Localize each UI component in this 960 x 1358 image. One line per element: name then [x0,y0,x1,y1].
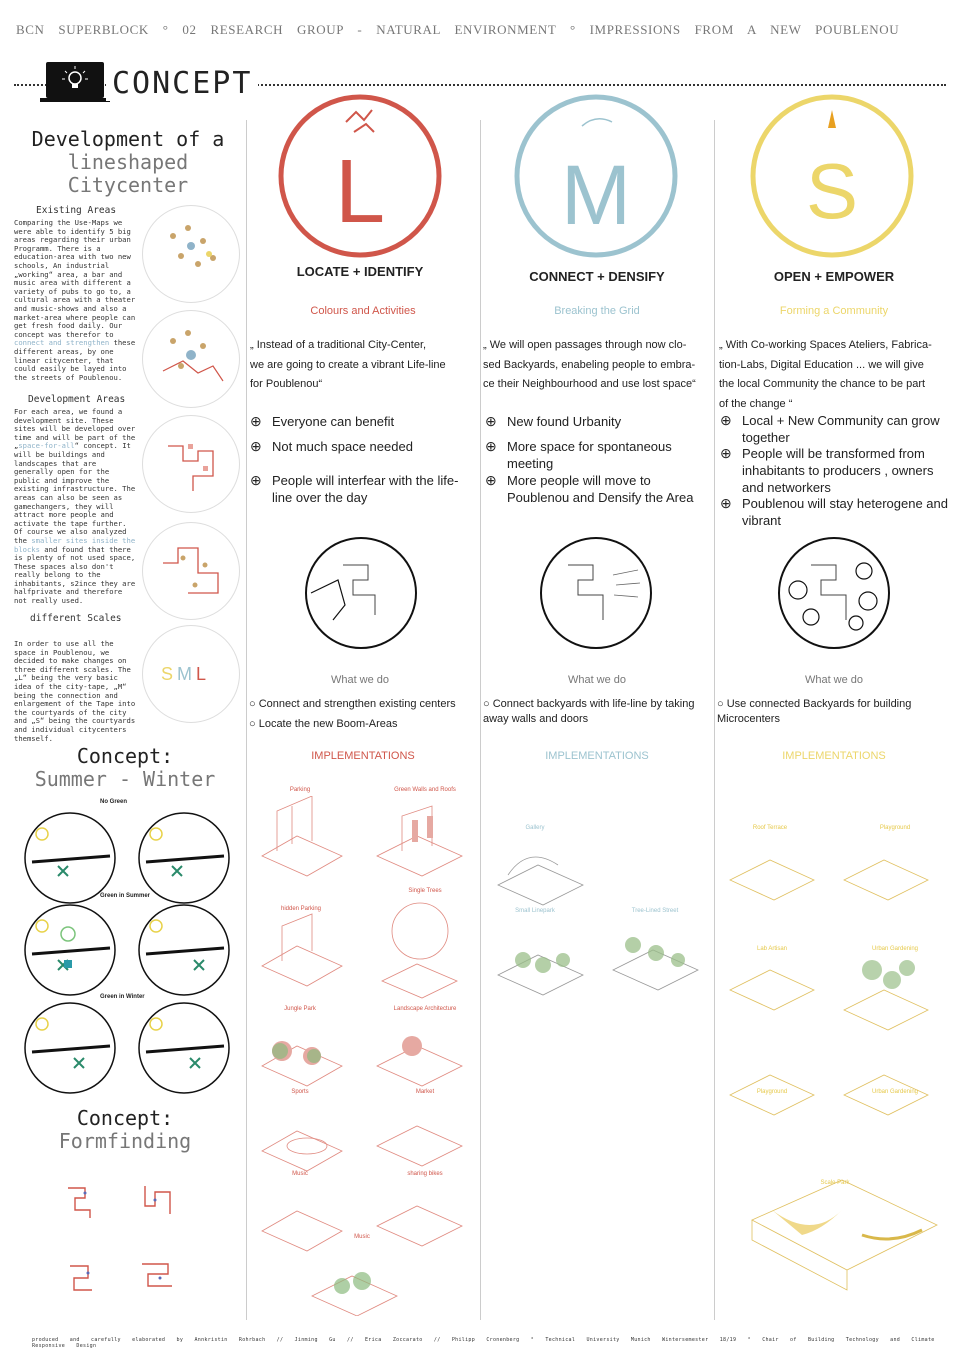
existing-areas-text [14,219,138,382]
sw-label: Green in Winter [100,994,145,1000]
column-quote [250,336,478,395]
title-line: Concept: [76,1106,174,1130]
scales-heading: different Scales [30,613,122,624]
plus-icon: ⊕ [485,413,497,429]
existing-areas-heading: Existing Areas [36,205,117,216]
action-item: ○ Locate the new Boom-Areas [249,718,398,730]
left-title-line: Development of a [31,127,225,151]
impl-label: Roof Terrace [752,825,788,831]
emblem-letter: S [805,147,859,235]
implementations-label: IMPLEMENTATIONS [311,750,415,762]
quote-line: „ Instead of a traditional City-Center, [250,339,427,351]
left-title-line: lineshaped [67,150,189,174]
column-subtitle: Breaking the Grid [554,305,640,317]
impl-label: Single Trees [408,888,442,894]
impl-label: Sports [291,1089,309,1095]
letter-s-emblem [748,92,916,260]
summer-winter-diagrams [14,800,239,1100]
action-text: Locate the new Boom-Areas [258,718,398,730]
plus-icon: ⊕ [250,438,262,454]
action-text: Use connected Backyards for building Microcenters [717,698,912,725]
impl-label: Small Linepark [515,908,555,914]
emblem-letter: L [334,142,386,242]
benefit-bullet [250,472,475,506]
impl-label: hidden Parking [280,906,322,912]
plus-icon: ⊕ [485,472,497,488]
impl-label: Parking [289,787,311,793]
letter-l-emblem [276,92,444,260]
quote-line: „ With Co-working Spaces Ateliers, Fabrica- [719,339,932,351]
what-we-do-label: What we do [330,674,390,686]
action-item: ○ Connect backyards with life-line by taking away walls and doors [483,698,695,725]
scale-s-label: S [161,664,178,684]
column-divider [714,120,715,1320]
bullet-text: Not much space needed [272,439,413,454]
plus-icon: ⊕ [250,472,262,488]
benefit-bullet [720,495,948,529]
map-thumbnail [142,205,240,303]
impl-label: Green Walls and Roofs [394,787,456,793]
paragraph-text: “ concept. It will be buildings and landscapes that are generally open for the public and improve the existing infrastructure. The areas can also be seen as gamechangers, they will attract more people and activate the tape further. Of course we also analyzed the [14,441,136,545]
paragraph-text: For each area, we found a development site. These sites will be developed over time and will be part of the „ [14,407,136,451]
impl-label: Lab Artisan [756,946,788,952]
quote-line: tion-Labs, Digital Education ... we will give [719,358,924,371]
emblem-letter: M [561,148,631,242]
plus-icon: ⊕ [720,445,732,461]
what-we-do-label: What we do [804,674,864,686]
letter-m-emblem [512,92,680,260]
impl-label: sharing bikes [407,1171,443,1177]
sml-thumbnail [142,625,240,723]
map-thumbnail [142,310,240,408]
paragraph-text: Our concept was therefor to [14,321,123,339]
left-title-line: Citycenter [67,173,189,197]
paragraph-text: Comparing the Use-Maps we were able to identify 5 big areas regarding their urban Programm. There is a education-area with two new schools, An industrial „working“ area, a bar and music area with different a variety of pubs to go to, a cultural area with a theater and music-shows and also a market-area where people can get fresh food daily. [14,218,136,331]
development-areas-text [14,408,138,606]
implementation-drawings-l [252,796,477,1316]
poster-header: BCN SUPERBLOCK ° 02 RESEARCH GROUP - NATURAL ENVIRONMENT ° IMPRESSIONS FROM A NEW POUBLENOU [16,22,900,37]
title-line: Summer - Winter [34,767,216,791]
column-quote [483,336,711,395]
bullet-text: Everyone can benefit [272,414,395,429]
plus-icon: ⊕ [250,413,262,429]
column-illustration [303,535,419,651]
implementation-drawings-m [488,835,713,1005]
quote-line: sed Backyards, enabeling people to embra- [483,358,696,371]
column-illustration [538,535,654,651]
impl-label: Music [292,1171,308,1177]
impl-label: Jungle Park [284,1006,316,1012]
column-subtitle: Forming a Community [779,305,889,317]
benefit-bullet [250,438,475,455]
formfinding-title [20,1107,230,1153]
title-line: Formfinding [58,1129,192,1153]
map-thumbnail [142,415,240,513]
development-areas-heading: Development Areas [28,394,126,405]
implementations-label: IMPLEMENTATIONS [545,750,649,762]
concept-title: CONCEPT [106,66,258,101]
quote-line: of the change “ [719,397,793,410]
column-quote [719,336,947,414]
column-heading: LOCATE + IDENTIFY [296,264,424,279]
benefit-bullet [485,472,710,506]
plus-icon: ⊕ [720,495,732,511]
quote-line: ce their Neighbourhood and use lost space“ [483,378,696,390]
bullet-text: Local + New Community can grow together [742,413,940,445]
quote-line: „ We will open passages through now clo- [483,339,687,351]
scale-l-label: L [196,664,211,684]
impl-label: Tree-Lined Street [631,908,679,914]
benefit-bullet [250,413,475,430]
impl-label: Music [354,1234,370,1240]
summer-winter-title [20,745,230,791]
benefit-bullet [720,412,948,446]
action-item: ○ Use connected Backyards for building Microcenters [717,698,912,725]
column-heading: CONNECT + DENSIFY [529,269,665,284]
sw-label: Green in Summer [100,893,151,899]
benefit-bullet [720,445,948,496]
plus-icon: ⊕ [485,438,497,454]
action-text: Connect and strengthen existing centers [258,698,456,710]
impl-label: Playground [879,825,911,831]
column-heading: OPEN + EMPOWER [773,269,895,284]
quote-line: we are going to create a vibrant Life-line [250,358,446,371]
quote-line: the local Community the chance to be part [719,378,926,390]
action-item: ○ Connect and strengthen existing centers [249,698,456,710]
implementations-label: IMPLEMENTATIONS [782,750,886,762]
highlight-text: space-for-all [18,441,75,451]
title-line: Concept: [76,744,174,768]
poster-footer: produced and carefully elaborated by Annkristin Rohrbach // Jinming Gu // Erica Zoccarato // Philipp Cronenberg ° Technical University Munich Wintersemester 18/19 ° Chair of Building Technology and Climate Responsive Design [32,1337,935,1349]
benefit-bullet [485,438,710,472]
action-text: Connect backyards with life-line by taking away walls and doors [483,698,695,725]
scales-text: In order to use all the space in Poublenou, we decided to make changes on three different scales. The „L“ being the very basic idea of the city-tape, „M“ being the connection and enlargement of the Tape into the courtyards of the city and „S“ being the courtyards and individual citycenters themself. [14,639,136,743]
paragraph-text: these different areas, by one linear citycenter, that could easily be layed into the streets of Poublenou. [14,338,136,382]
formfinding-sketches [60,1178,190,1308]
map-thumbnail [142,522,240,620]
column-divider [480,120,481,1320]
implementation-drawings-s [722,840,952,1310]
sw-label: No Green [100,799,128,805]
bullet-text: More people will move to Poublenou and Densify the Area [507,473,694,505]
impl-label: Gallery [525,825,545,831]
benefit-bullet [485,413,710,430]
impl-label: Market [415,1089,435,1095]
column-subtitle: Colours and Activities [310,305,416,317]
laptop-lightbulb-icon [46,62,104,98]
what-we-do-label: What we do [567,674,627,686]
highlight-text: connect and strengthen [14,338,110,348]
column-divider [246,120,247,1320]
quote-line: for Poublenou“ [250,378,323,390]
paragraph-text: and found that there is plenty of not used space, These spaces also don't really belong to the inhabitants, s2ince they are halfprivate and therefore not really used. [14,544,136,606]
bullet-text: People will be transformed from inhabitants to producers , owners and networkers [742,446,934,495]
left-title [18,128,238,197]
bullet-text: New found Urbanity [507,414,622,429]
laptop-base [40,98,110,102]
impl-label: Scale Park [820,1180,850,1186]
impl-label: Playground [756,1089,788,1095]
bullet-text: Poublenou will stay heterogene and vibrant [742,496,948,528]
impl-label: Urban Gardening [871,946,919,952]
column-illustration [776,535,892,651]
impl-label: Urban Gardening [871,1089,919,1095]
impl-label: Landscape Architecture [393,1006,457,1012]
bullet-text: People will interfear with the life-line over the day [272,473,459,505]
highlight-text: smaller sites inside the blocks [14,535,136,554]
plus-icon: ⊕ [720,412,732,428]
scale-m-label: M [177,664,197,684]
bullet-text: More space for spontaneous meeting [507,439,672,471]
